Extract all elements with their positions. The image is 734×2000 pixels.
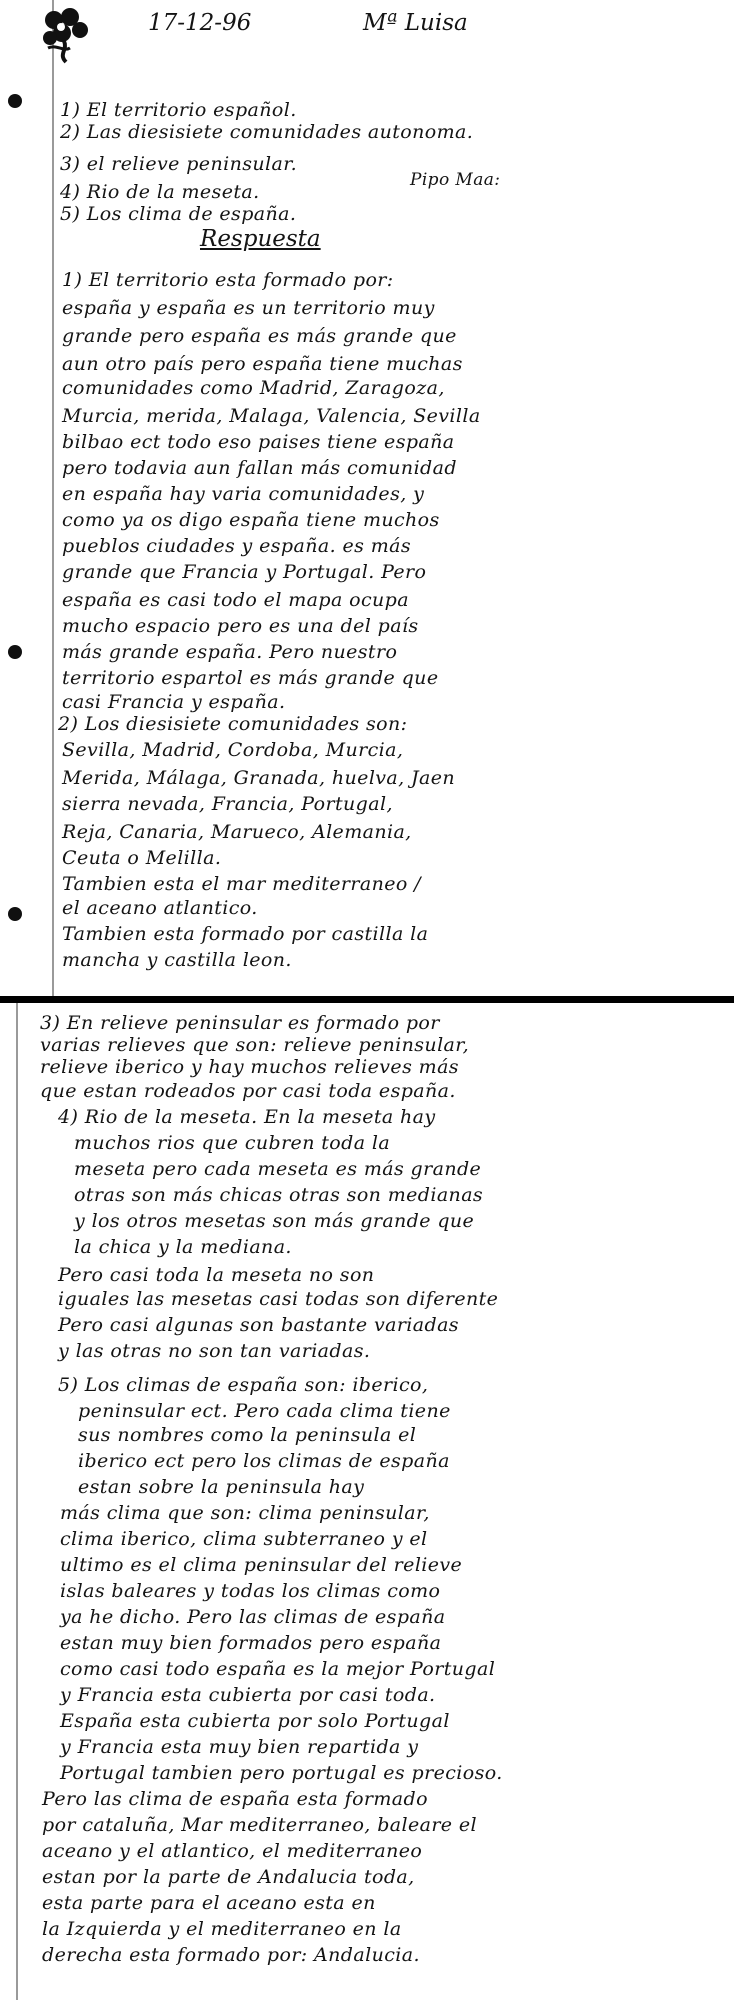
answer-line: otras son más chicas otras son medianas <box>74 1184 484 1206</box>
answer-line: y Francia esta muy bien repartida y <box>60 1736 419 1758</box>
date-heading: 17-12-96 <box>148 10 252 36</box>
answer-line: 5) Los climas de españa son: iberico, <box>58 1374 429 1396</box>
answer-line: meseta pero cada meseta es más grande <box>74 1158 482 1180</box>
answer-line: territorio espartol es más grande que <box>62 667 439 689</box>
answer-line: la chica y la mediana. <box>74 1236 292 1258</box>
question-line: 5) Los clima de españa. <box>60 203 297 225</box>
question-line: 2) Las diesisiete comunidades autonoma. <box>60 121 474 143</box>
answer-line: Portugal tambien pero portugal es precioso. <box>60 1762 503 1784</box>
answer-line: islas baleares y todas los climas como <box>60 1580 441 1602</box>
answer-line: Murcia, merida, Malaga, Valencia, Sevilla <box>62 405 481 427</box>
answer-line: casi Francia y españa. <box>62 691 286 713</box>
answer-line: más grande españa. Pero nuestro <box>62 641 398 663</box>
answer-line: iberico ect pero los climas de españa <box>78 1450 450 1472</box>
answer-line: españa es casi todo el mapa ocupa <box>62 589 409 611</box>
margin-line <box>52 0 54 996</box>
answer-line: ya he dicho. Pero las climas de españa <box>60 1606 446 1628</box>
question-line: 4) Rio de la meseta. <box>60 181 260 203</box>
answer-line: estan sobre la peninsula hay <box>78 1476 365 1498</box>
answer-line: como ya os digo españa tiene muchos <box>62 509 440 531</box>
answer-line: aun otro país pero españa tiene muchas <box>62 353 463 375</box>
answer-line: en españa hay varia comunidades, y <box>62 483 425 505</box>
answer-line: Ceuta o Melilla. <box>62 847 222 869</box>
answer-line: pueblos ciudades y españa. es más <box>62 535 411 557</box>
answer-line: mucho espacio pero es una del país <box>62 615 419 637</box>
answer-title: Respuesta <box>200 226 321 252</box>
answer-line: sus nombres como la peninsula el <box>78 1424 417 1446</box>
answer-line: Reja, Canaria, Marueco, Alemania, <box>62 821 412 843</box>
answer-line: y los otros mesetas son más grande que <box>74 1210 475 1232</box>
answer-line: España esta cubierta por solo Portugal <box>60 1710 450 1732</box>
answer-line: iguales las mesetas casi todas son diferente <box>58 1288 499 1310</box>
answer-line: clima iberico, clima subterraneo y el <box>60 1528 428 1550</box>
answer-line: Tambien esta el mar mediterraneo / <box>62 873 421 895</box>
answer-line: estan por la parte de Andalucia toda, <box>42 1866 415 1888</box>
notebook-sheet-2 <box>0 1003 734 2000</box>
answer-line: Pero casi algunas son bastante variadas <box>58 1314 459 1336</box>
answer-line: ultimo es el clima peninsular del relieve <box>60 1554 463 1576</box>
margin-line <box>16 1003 18 2000</box>
answer-line: esta parte para el aceano esta en <box>42 1892 376 1914</box>
answer-line: muchos rios que cubren toda la <box>74 1132 391 1154</box>
answer-line: como casi todo españa es la mejor Portugal <box>60 1658 496 1680</box>
binder-hole <box>8 94 22 108</box>
answer-line: Pero casi toda la meseta no son <box>58 1264 375 1286</box>
question-line: 1) El territorio español. <box>60 99 297 121</box>
answer-line: aceano y el atlantico, el mediterraneo <box>42 1840 423 1862</box>
answer-line: que estan rodeados por casi toda españa. <box>40 1080 456 1102</box>
page-separator <box>0 996 734 1003</box>
signature: Pipo Maa: <box>410 170 501 190</box>
answer-line: varias relieves que son: relieve peninsular, <box>40 1034 470 1056</box>
answer-line: el aceano atlantico. <box>62 897 258 919</box>
answer-line: la Izquierda y el mediterraneo en la <box>42 1918 402 1940</box>
answer-line: por cataluña, Mar mediterraneo, baleare el <box>42 1814 478 1836</box>
answer-line: 3) En relieve peninsular es formado por <box>40 1012 440 1034</box>
answer-line: Merida, Málaga, Granada, huelva, Jaen <box>62 767 456 789</box>
question-line: 3) el relieve peninsular. <box>60 153 298 175</box>
answer-line: españa y españa es un territorio muy <box>62 297 435 319</box>
answer-line: estan muy bien formados pero españa <box>60 1632 442 1654</box>
answer-line: 2) Los diesisiete comunidades son: <box>58 713 408 735</box>
answer-line: grande que Francia y Portugal. Pero <box>62 561 427 583</box>
answer-line: y Francia esta cubierta por casi toda. <box>60 1684 436 1706</box>
notebook-sheet-1 <box>0 0 734 996</box>
answer-line: pero todavia aun fallan más comunidad <box>62 457 457 479</box>
answer-line: peninsular ect. Pero cada clima tiene <box>78 1400 451 1422</box>
answer-line: comunidades como Madrid, Zaragoza, <box>62 377 445 399</box>
flower-doodle-icon <box>40 8 92 64</box>
answer-line: grande pero españa es más grande que <box>62 325 457 347</box>
student-name: Mª Luisa <box>363 10 468 36</box>
answer-line: sierra nevada, Francia, Portugal, <box>62 793 393 815</box>
answer-line: y las otras no son tan variadas. <box>58 1340 371 1362</box>
answer-line: 4) Rio de la meseta. En la meseta hay <box>58 1106 436 1128</box>
answer-line: 1) El territorio esta formado por: <box>62 269 394 291</box>
answer-line: bilbao ect todo eso paises tiene españa <box>62 431 455 453</box>
answer-line: Tambien esta formado por castilla la <box>62 923 429 945</box>
answer-line: más clima que son: clima peninsular, <box>60 1502 430 1524</box>
answer-line: Pero las clima de españa esta formado <box>42 1788 428 1810</box>
answer-line: relieve iberico y hay muchos relieves más <box>40 1056 459 1078</box>
binder-hole <box>8 645 22 659</box>
binder-hole <box>8 907 22 921</box>
answer-line: Sevilla, Madrid, Cordoba, Murcia, <box>62 739 404 761</box>
answer-line: derecha esta formado por: Andalucia. <box>42 1944 420 1966</box>
answer-line: mancha y castilla leon. <box>62 949 292 971</box>
